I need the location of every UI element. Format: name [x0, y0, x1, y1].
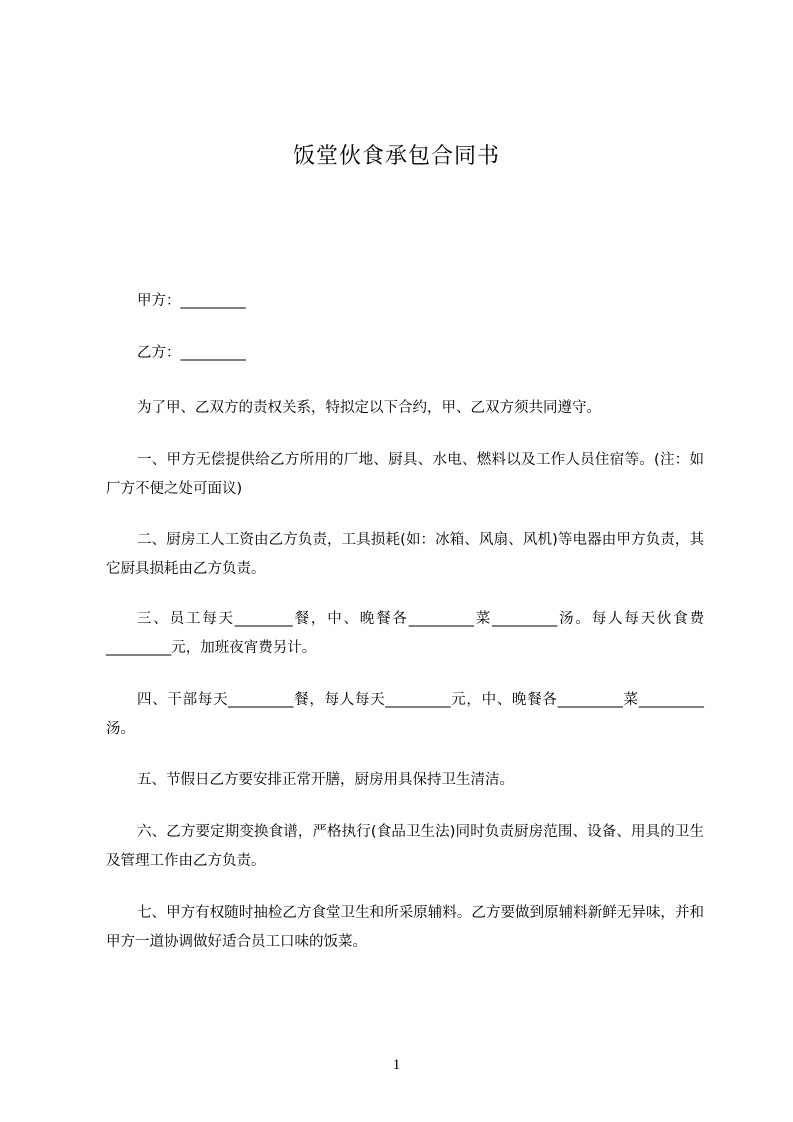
clause-6: 六、乙方要定期变换食谱，严格执行(食品卫生法)同时负责厨房范围、设备、用具的卫生及管理工作由乙方负责。 [106, 824, 704, 869]
clause-4: 四、干部每天_________餐，每人每天_________元，中、晚餐各_________菜_________汤。 [106, 692, 704, 737]
party-b-line: 乙方：_________ [137, 345, 246, 361]
party-a-line: 甲方：_________ [137, 293, 246, 309]
clause-5: 五、节假日乙方要安排正常开膳，厨房用具保持卫生清洁。 [137, 772, 514, 788]
clause-1: 一、甲方无偿提供给乙方所用的厂地、厨具、水电、燃料以及工作人员住宿等。(注：如厂方不便之处可面议) [106, 452, 704, 497]
document-title: 饭堂伙食承包合同书 [292, 144, 500, 169]
clause-7: 七、甲方有权随时抽检乙方食堂卫生和所采原辅料。乙方要做到原辅料新鲜无异味，并和甲方一道协调做好适合员工口味的饭菜。 [106, 905, 704, 950]
clause-2: 二、厨房工人工资由乙方负责，工具损耗(如：冰箱、风扇、风机)等电器由甲方负责，其它厨具损耗由乙方负责。 [106, 532, 704, 577]
page-number: 1 [392, 1057, 401, 1073]
clause-3: 三、员工每天________餐，中、晚餐各_________菜_________汤。每人每天伙食费_________元，加班夜宵费另计。 [106, 611, 704, 656]
intro-paragraph: 为了甲、乙双方的责权关系，特拟定以下合约，甲、乙双方须共同遵守。 [137, 400, 601, 416]
